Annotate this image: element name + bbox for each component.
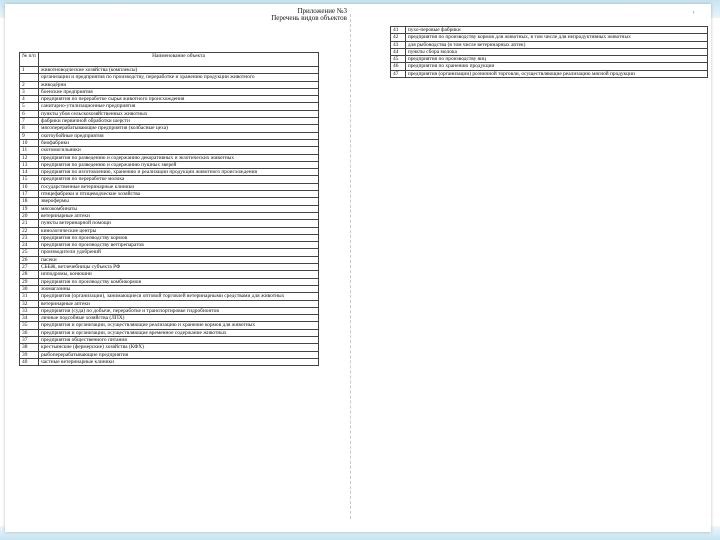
row-number: 21 [20, 220, 39, 227]
objects-table-left [19, 52, 319, 366]
row-object-name: предприятия по переработке молока [38, 176, 318, 183]
row-object-name: предприятия по разведению и содержанию пушных зверей [38, 161, 318, 168]
row-number: 10 [20, 139, 39, 146]
row-object-name: живодёрни [38, 81, 318, 88]
table-row [20, 191, 319, 198]
table-row [391, 34, 708, 41]
table-row [20, 67, 319, 74]
row-object-name: производители удобрений [38, 249, 318, 256]
row-object-name: предприятия общественного питания [38, 336, 318, 343]
row-object-name: ветеринарные аптеки [38, 300, 318, 307]
row-object-name: предприятия и организации, осуществляющие временное содержание животных [38, 329, 318, 336]
row-number: 17 [20, 191, 39, 198]
row-object-name: предприятия по производству комбикормов [38, 278, 318, 285]
table-row [391, 63, 708, 70]
row-number: 24 [20, 242, 39, 249]
left-table-body [20, 67, 319, 366]
row-number: 31 [20, 293, 39, 300]
table-row [20, 212, 319, 219]
table-row [20, 125, 319, 132]
table-row [20, 336, 319, 343]
table-row [20, 88, 319, 95]
row-number: 36 [20, 329, 39, 336]
row-object-name: скотомогильники [38, 147, 318, 154]
row-number: 18 [20, 198, 39, 205]
row-object-name: пухо-перовые фабрики [405, 27, 707, 34]
row-object-name: предприятия (организации), занимающиеся оптовой торговлей ветеринарными средствами для животных [38, 293, 318, 300]
table-row [20, 256, 319, 263]
row-object-name: пункты сбора молока [405, 48, 707, 55]
page-divider [350, 14, 351, 519]
row-object-name: животноводческие хозяйства (комплексы) [38, 67, 318, 74]
row-object-name: пасеки [38, 256, 318, 263]
row-number: 40 [20, 358, 39, 365]
table-row [391, 27, 708, 34]
appendix-label: Приложение №3 [297, 7, 347, 15]
row-object-name: санитарно-утилизационные предприятия [38, 103, 318, 110]
document-header [267, 8, 347, 22]
row-number: 33 [20, 307, 39, 314]
table-header-row [20, 53, 319, 67]
row-number: 47 [391, 70, 406, 77]
table-row [20, 315, 319, 322]
table-row [391, 70, 708, 77]
table-row [391, 41, 708, 48]
row-number: 43 [391, 41, 406, 48]
row-object-name: скотоубойные предприятия [38, 132, 318, 139]
table-row [20, 351, 319, 358]
document-title: Перечень видов объектов [271, 14, 347, 22]
row-object-name: предприятия по производству яиц [405, 56, 707, 63]
table-row [20, 198, 319, 205]
row-object-name: пункты убоя сельскохозяйственных животных [38, 110, 318, 117]
row-object-name: предприятия по производству ветпрепаратов [38, 242, 318, 249]
row-object-name: частные ветеринарные клиники [38, 358, 318, 365]
table-row [20, 293, 319, 300]
row-number: 11 [20, 147, 39, 154]
row-number: 12 [20, 154, 39, 161]
row-number: 13 [20, 161, 39, 168]
table-row [20, 176, 319, 183]
row-object-name: для рыбоводства (в том числе ветеринарных аптек) [405, 41, 707, 48]
row-object-name: зверофермы [38, 198, 318, 205]
table-row [20, 271, 319, 278]
table-row [20, 220, 319, 227]
table-row [20, 242, 319, 249]
row-object-name: кинологические центры [38, 227, 318, 234]
table-row [20, 264, 319, 271]
row-number: 15 [20, 176, 39, 183]
row-number: 46 [391, 63, 406, 70]
row-number: 5 [20, 103, 39, 110]
table-row [20, 154, 319, 161]
row-number: 28 [20, 271, 39, 278]
row-number: 29 [20, 278, 39, 285]
row-number: 14 [20, 169, 39, 176]
row-object-name: СББЖ, ветлечебницы субъекта РФ [38, 264, 318, 271]
table-row [20, 358, 319, 365]
table-row [391, 56, 708, 63]
row-number: 37 [20, 336, 39, 343]
corner-mark: ' [692, 10, 695, 21]
row-object-name: предприятия по производству кормов для животных, в том числе для непродуктивных животных [405, 34, 707, 41]
row-number: 30 [20, 285, 39, 292]
row-number: 25 [20, 249, 39, 256]
row-number: 35 [20, 322, 39, 329]
table-row [20, 278, 319, 285]
row-object-name: биофабрики [38, 139, 318, 146]
table-row [20, 322, 319, 329]
table-row [391, 48, 708, 55]
row-number: 6 [20, 110, 39, 117]
row-number: 2 [20, 81, 39, 88]
right-page [390, 26, 708, 78]
row-object-name: предприятия (организации) розничной торговли, осуществляющие реализацию мясной продукции [405, 70, 707, 77]
row-number: 44 [391, 48, 406, 55]
table-row [20, 329, 319, 336]
row-number: 27 [20, 264, 39, 271]
row-number: 22 [20, 227, 39, 234]
row-object-name: личные подсобные хозяйства (ЛПХ) [38, 315, 318, 322]
row-number: 4 [20, 96, 39, 103]
column-name-header: Наименование объекта [38, 53, 318, 67]
row-number: 16 [20, 183, 39, 190]
table-row [20, 169, 319, 176]
row-object-name: ветеринарные аптеки [38, 212, 318, 219]
table-row [20, 74, 319, 81]
row-object-name: рыбоперерабатывающие предприятия [38, 351, 318, 358]
row-object-name: государственные ветеринарные клиники [38, 183, 318, 190]
table-row [20, 234, 319, 241]
row-number: 32 [20, 300, 39, 307]
table-row [20, 249, 319, 256]
row-object-name: боенские предприятия [38, 88, 318, 95]
table-row [20, 118, 319, 125]
row-number [20, 74, 39, 81]
table-row [20, 132, 319, 139]
row-number: 19 [20, 205, 39, 212]
row-number: 20 [20, 212, 39, 219]
row-object-name: организации и предприятия по производству, переработке и хранению продукции животного [38, 74, 318, 81]
row-object-name: предприятия по хранению продукции [405, 63, 707, 70]
row-object-name: птицефабрики и птицеводческие хозяйства [38, 191, 318, 198]
row-number: 26 [20, 256, 39, 263]
row-number: 34 [20, 315, 39, 322]
row-number: 7 [20, 118, 39, 125]
table-row [20, 139, 319, 146]
left-page [12, 6, 347, 526]
row-object-name: зоомагазины [38, 285, 318, 292]
table-row [20, 103, 319, 110]
row-number: 3 [20, 88, 39, 95]
row-number: 41 [391, 27, 406, 34]
row-object-name: предприятия (суда) по добыче, переработке и транспортировке гидробионтов [38, 307, 318, 314]
objects-table-right [390, 26, 708, 78]
row-object-name: крестьянские (фермерские) хозяйства (КФХ) [38, 344, 318, 351]
row-object-name: предприятия и организации, осуществляющие реализацию и хранение кормов для животных [38, 322, 318, 329]
table-row [20, 81, 319, 88]
row-object-name: фабрики первичной обработки шерсти [38, 118, 318, 125]
row-number: 1 [20, 67, 39, 74]
table-row [20, 205, 319, 212]
table-row [20, 307, 319, 314]
row-number: 23 [20, 234, 39, 241]
row-number: 9 [20, 132, 39, 139]
row-object-name: предприятия по производству кормов [38, 234, 318, 241]
row-object-name: пункты ветеринарной помощи [38, 220, 318, 227]
table-row [20, 96, 319, 103]
row-number: 45 [391, 56, 406, 63]
table-row [20, 344, 319, 351]
table-row [20, 161, 319, 168]
row-object-name: мясоперерабатывающие предприятия (колбасные цеха) [38, 125, 318, 132]
row-object-name: мясокомбинаты [38, 205, 318, 212]
document-slide [5, 4, 711, 532]
table-row [20, 285, 319, 292]
column-number-header: № п/п [20, 53, 39, 67]
row-object-name: предприятия по разведению и содержанию декоративных и экзотических животных [38, 154, 318, 161]
table-row [20, 300, 319, 307]
table-row [20, 183, 319, 190]
row-object-name: ипподромы, конюшни [38, 271, 318, 278]
row-number: 38 [20, 344, 39, 351]
table-row [20, 110, 319, 117]
row-number: 8 [20, 125, 39, 132]
table-row [20, 227, 319, 234]
row-object-name: предприятия по изготовлению, хранению и реализации продукции животного происхождения [38, 169, 318, 176]
row-number: 39 [20, 351, 39, 358]
right-table-body [391, 27, 708, 78]
row-number: 42 [391, 34, 406, 41]
row-object-name: предприятия по переработке сырья животного происхождения [38, 96, 318, 103]
table-row [20, 147, 319, 154]
